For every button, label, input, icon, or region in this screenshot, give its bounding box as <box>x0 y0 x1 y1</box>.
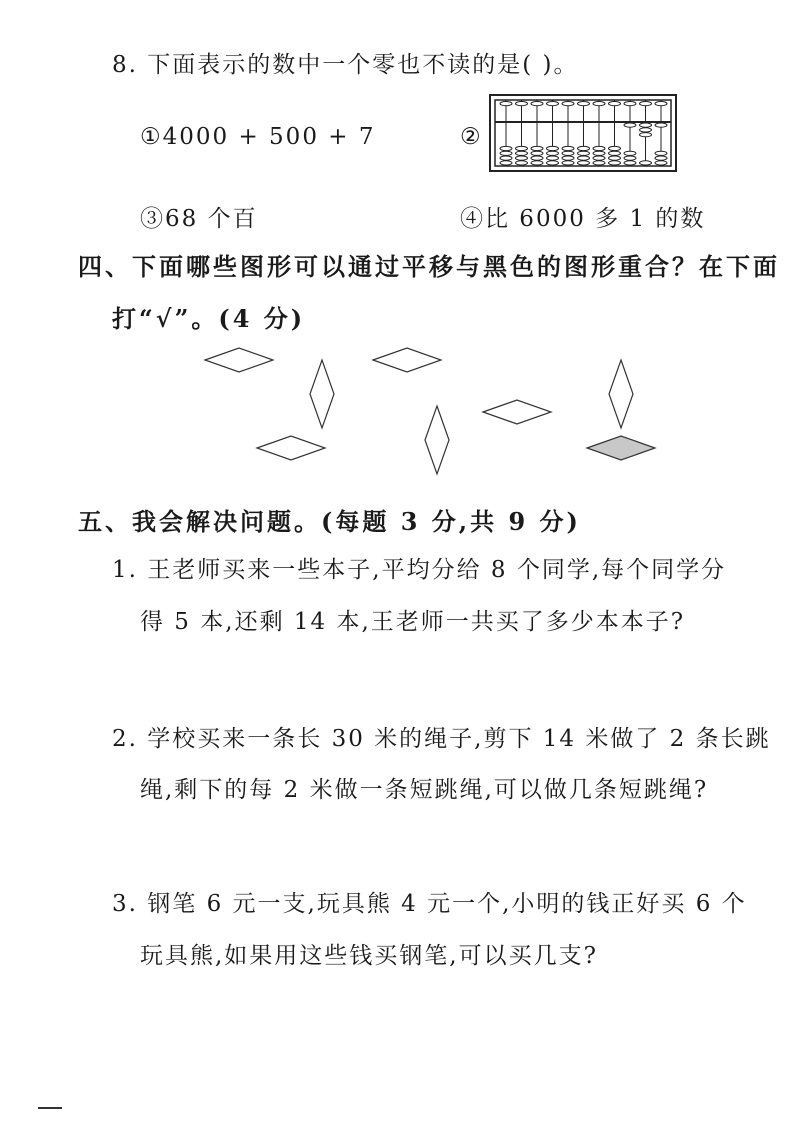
abacus-lower-bead <box>609 156 621 160</box>
problem-2-line2: 绳,剩下的每 2 米做一条短跳绳,可以做几条短跳绳? <box>140 777 709 803</box>
abacus-lower-bead <box>578 146 590 150</box>
abacus-lower-bead <box>624 151 636 155</box>
abacus-lower-bead <box>516 161 528 165</box>
abacus-lower-bead <box>578 151 590 155</box>
abacus-lower-bead <box>547 161 559 165</box>
abacus-lower-bead <box>593 161 605 165</box>
abacus-lower-bead <box>655 151 667 155</box>
q8-option-1: ①4000 + 500 + 7 <box>140 124 376 150</box>
q8-option-4: ④比 6000 多 1 的数 <box>460 206 706 232</box>
abacus-lower-bead <box>578 161 590 165</box>
abacus-lower-bead <box>655 123 667 127</box>
rhombus-horizontal-3 <box>257 436 325 460</box>
abacus-lower-bead <box>531 151 543 155</box>
rhombus-horizontal-4 <box>483 400 551 424</box>
abacus-upper-bead <box>547 102 559 106</box>
section-5-heading: 五、我会解决问题。(每题 3 分,共 9 分) <box>78 507 581 536</box>
abacus-lower-bead <box>547 156 559 160</box>
abacus-lower-bead <box>547 151 559 155</box>
q8-option-2-label: ② <box>460 124 483 150</box>
abacus-lower-bead <box>516 151 528 155</box>
abacus-lower-bead <box>609 151 621 155</box>
abacus-upper-bead <box>531 102 543 106</box>
q8-option-3: ③68 个百 <box>140 206 258 232</box>
abacus-lower-bead <box>609 161 621 165</box>
abacus-lower-bead <box>516 156 528 160</box>
abacus-lower-bead <box>655 156 667 160</box>
section-4-heading-line2: 打“√”。(4 分) <box>112 304 306 333</box>
rhombus-vertical-3 <box>609 360 633 428</box>
rhombus-shaded-target <box>587 436 655 460</box>
abacus-lower-bead <box>624 156 636 160</box>
abacus-lower-bead <box>516 146 528 150</box>
abacus-lower-bead <box>640 123 652 127</box>
abacus-lower-bead <box>500 161 512 165</box>
rhombus-horizontal-2 <box>373 348 441 372</box>
rhombus-horizontal-1 <box>205 348 273 372</box>
problem-1-line2: 得 5 本,还剩 14 本,王老师一共买了多少本本子? <box>140 609 686 635</box>
abacus-lower-bead <box>562 161 574 165</box>
q8-stem: 8. 下面表示的数中一个零也不读的是( )。 <box>112 52 579 78</box>
abacus-lower-bead <box>640 161 652 165</box>
abacus-lower-bead <box>562 146 574 150</box>
abacus-lower-bead <box>624 123 636 127</box>
section-4-heading-line1: 四、下面哪些图形可以通过平移与黑色的图形重合？在下面 <box>78 252 780 281</box>
abacus-lower-bead <box>593 151 605 155</box>
abacus-upper-bead <box>655 102 667 106</box>
abacus-figure <box>489 94 677 172</box>
abacus-lower-bead <box>640 133 652 137</box>
abacus-lower-bead <box>562 156 574 160</box>
abacus-lower-bead <box>500 156 512 160</box>
abacus-lower-bead <box>531 156 543 160</box>
problem-1-line1: 1. 王老师买来一些本子,平均分给 8 个同学,每个同学分 <box>112 557 727 583</box>
abacus-upper-bead <box>500 102 512 106</box>
problem-3-line2: 玩具熊,如果用这些钱买钢笔,可以买几支? <box>140 943 598 969</box>
abacus-lower-bead <box>500 151 512 155</box>
translation-shapes <box>0 340 800 480</box>
problem-2-line1: 2. 学校买来一条长 30 米的绳子,剪下 14 米做了 2 条长跳 <box>112 726 771 752</box>
abacus-lower-bead <box>640 128 652 132</box>
abacus-lower-bead <box>547 146 559 150</box>
abacus-lower-bead <box>655 161 667 165</box>
abacus-lower-bead <box>500 146 512 150</box>
abacus-lower-bead <box>531 161 543 165</box>
abacus-upper-bead <box>516 102 528 106</box>
abacus-lower-bead <box>609 146 621 150</box>
problem-3-line1: 3. 钢笔 6 元一支,玩具熊 4 元一个,小明的钱正好买 6 个 <box>112 891 747 917</box>
abacus-upper-bead <box>578 102 590 106</box>
abacus-upper-bead <box>640 102 652 106</box>
abacus-lower-bead <box>593 156 605 160</box>
abacus-rods <box>500 100 667 166</box>
abacus-upper-bead <box>593 102 605 106</box>
abacus-upper-bead <box>562 102 574 106</box>
abacus-lower-bead <box>562 151 574 155</box>
page-footer-dash <box>38 1107 62 1109</box>
rhombus-vertical-2 <box>425 406 449 474</box>
abacus-lower-bead <box>624 161 636 165</box>
abacus-upper-bead <box>609 102 621 106</box>
abacus-lower-bead <box>531 146 543 150</box>
abacus-upper-bead <box>624 102 636 106</box>
rhombus-vertical-1 <box>310 360 334 428</box>
abacus-lower-bead <box>593 146 605 150</box>
abacus-lower-bead <box>578 156 590 160</box>
